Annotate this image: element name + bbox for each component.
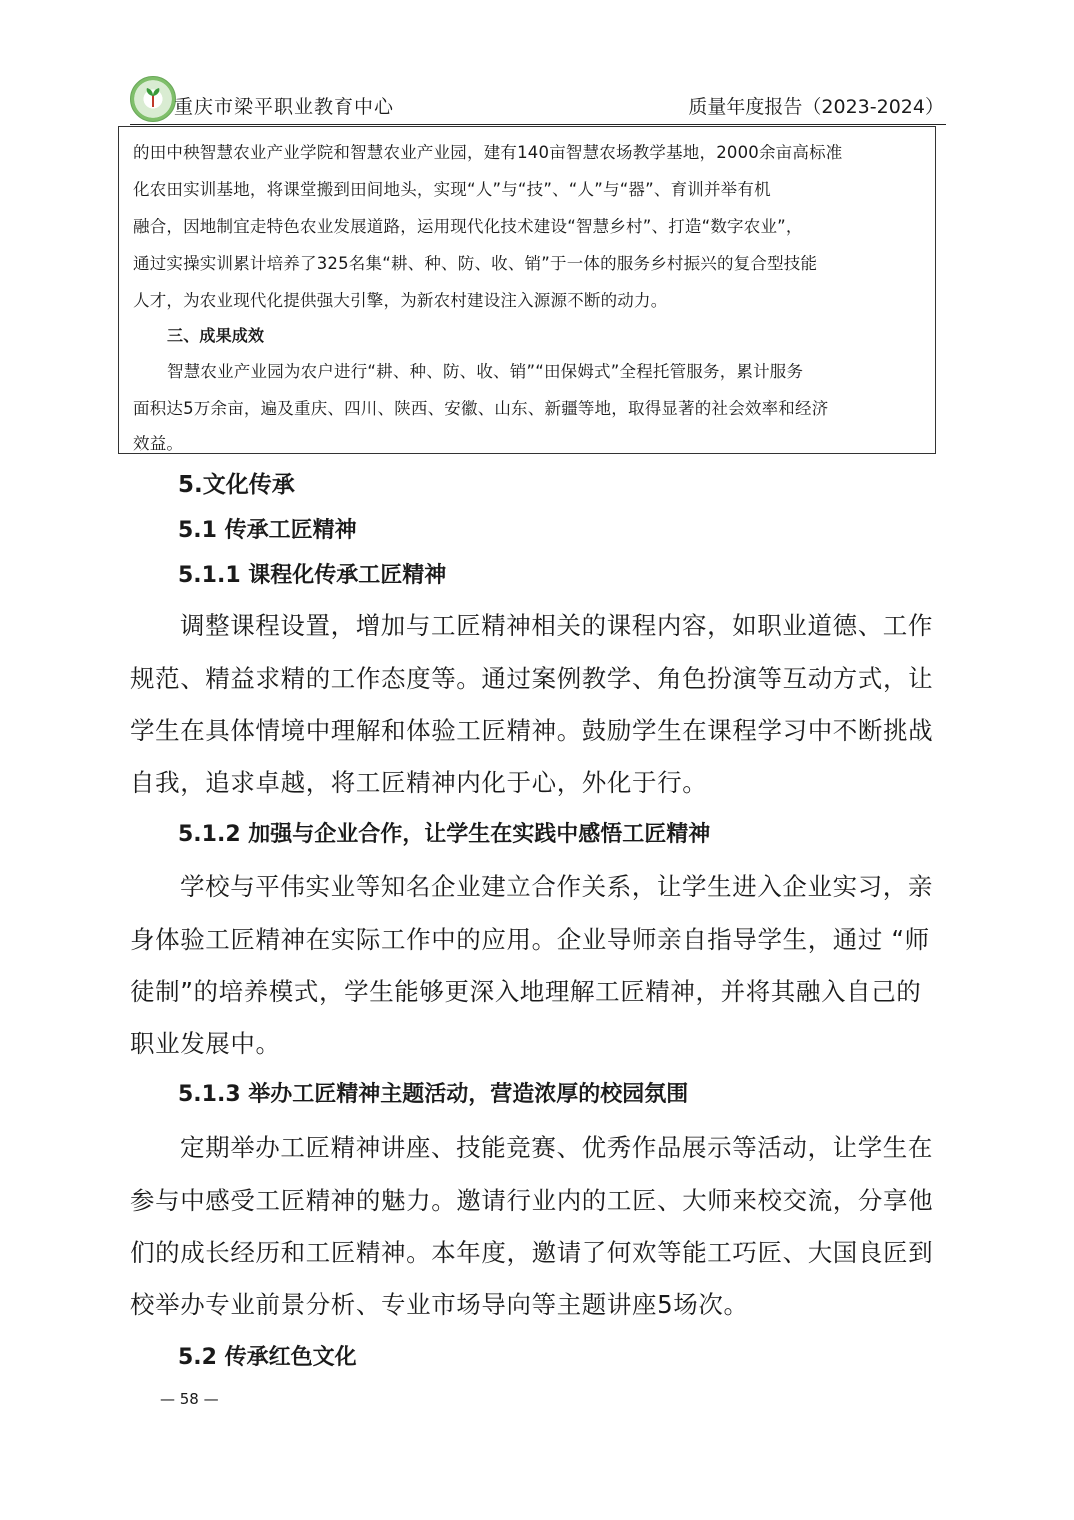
section-title: 5.文化传承 [178, 472, 295, 498]
result-line: 智慧农业产业园为农户进行“耕、种、防、收、销”“田保姆式”全程托管服务，累计服务 [167, 362, 804, 381]
report-title: 质量年度报告（2023-2024） [688, 96, 944, 118]
paragraph-line: 们的成长经历和工匠精神。本年度，邀请了何欢等能工巧匠、大国良匠到 [130, 1238, 934, 1267]
page-number: — 58 — [160, 1390, 219, 1408]
subsection-title: 5.2 传承红色文化 [178, 1345, 357, 1370]
case-line: 通过实操实训累计培养了325名集“耕、种、防、收、销”于一体的服务乡村振兴的复合型技能 [133, 254, 818, 273]
case-box [118, 126, 936, 454]
paragraph-line: 自我，追求卓越，将工匠精神内化于心，外化于行。 [130, 768, 708, 797]
case-line: 融合，因地制宜走特色农业发展道路，运用现代化技术建设“智慧乡村”、打造“数字农业”， [133, 217, 803, 236]
paragraph-line: 学校与平伟实业等知名企业建立合作关系，让学生进入企业实习，亲 [180, 872, 933, 901]
result-line: 效益。 [133, 434, 184, 453]
header-rule [130, 124, 946, 125]
case-line: 人才，为农业现代化提供强大引擎，为新农村建设注入源源不断的动力。 [133, 291, 668, 310]
paragraph-line: 调整课程设置，增加与工匠精神相关的课程内容，如职业道德、工作 [180, 611, 933, 640]
case-section-head: 三、成果成效 [167, 326, 265, 345]
school-logo [130, 76, 176, 122]
page-header [130, 76, 946, 122]
paragraph-line: 职业发展中。 [130, 1029, 281, 1058]
paragraph-line: 身体验工匠精神在实际工作中的应用。企业导师亲自指导学生，通过 “师 [130, 925, 930, 954]
subsection-title: 5.1.3 举办工匠精神主题活动，营造浓厚的校园氛围 [178, 1082, 689, 1107]
subsection-title: 5.1.1 课程化传承工匠精神 [178, 563, 447, 588]
subsection-title: 5.1 传承工匠精神 [178, 518, 357, 543]
case-line: 的田中秧智慧农业产业学院和智慧农业产业园，建有140亩智慧农场教学基地，2000余亩高标准 [133, 143, 843, 162]
paragraph-line: 徒制”的培养模式，学生能够更深入地理解工匠精神，并将其融入自己的 [130, 977, 922, 1006]
result-line: 面积达5万余亩，遍及重庆、四川、陕西、安徽、山东、新疆等地，取得显著的社会效率和经济 [133, 399, 829, 418]
paragraph-line: 定期举办工匠精神讲座、技能竞赛、优秀作品展示等活动，让学生在 [180, 1133, 933, 1162]
paragraph-line: 校举办专业前景分析、专业市场导向等主题讲座5场次。 [130, 1290, 749, 1319]
sprout-icon [145, 87, 161, 107]
paragraph-line: 学生在具体情境中理解和体验工匠精神。鼓励学生在课程学习中不断挑战 [130, 716, 934, 745]
subsection-title: 5.1.2 加强与企业合作，让学生在实践中感悟工匠精神 [178, 822, 711, 847]
case-line: 化农田实训基地，将课堂搬到田间地头，实现“人”与“技”、“人”与“器”、育训并举有机 [133, 180, 771, 199]
school-name: 重庆市梁平职业教育中心 [174, 96, 395, 118]
paragraph-line: 参与中感受工匠精神的魅力。邀请行业内的工匠、大师来校交流，分享他 [130, 1186, 934, 1215]
paragraph-line: 规范、精益求精的工作态度等。通过案例教学、角色扮演等互动方式，让 [130, 664, 934, 693]
